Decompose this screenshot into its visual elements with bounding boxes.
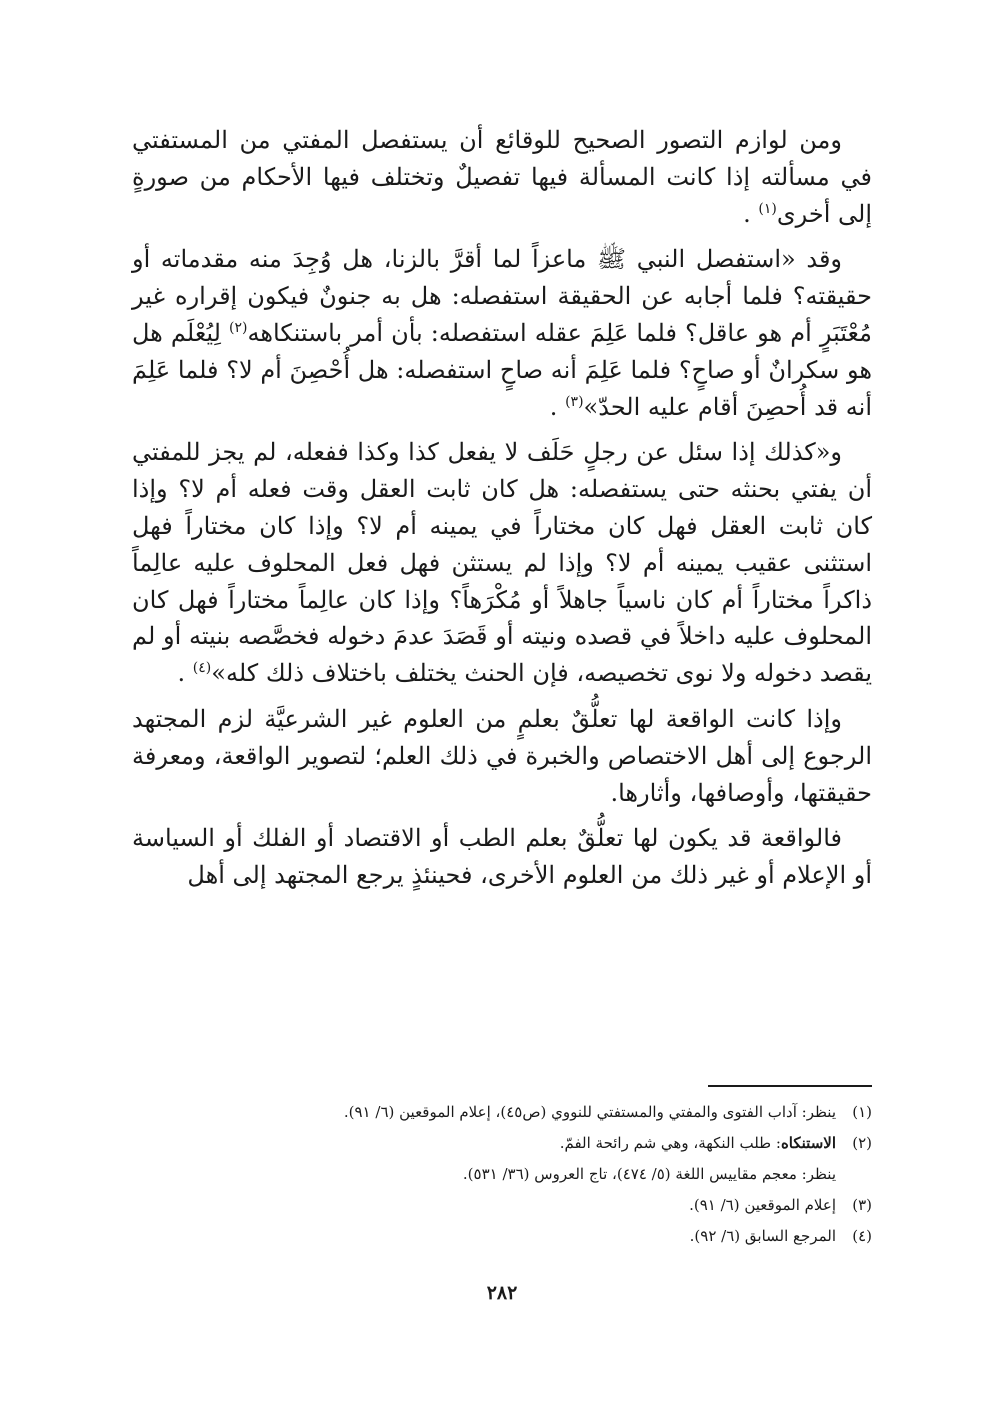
footnote [150, 1128, 872, 1159]
paragraph-text-continued: لِيُعْلَم هل هو سكرانٌ أو صاحٍ؟ فلما عَلِمَ أنه صاحٍ استفصله: هل أُحْصِنَ أم لا؟ فلما عَلِمَ أنه قد أُحصِنَ أقام عليه الحدّ» [132, 318, 872, 421]
paragraph [132, 241, 872, 425]
paragraph-text: وإذا كانت الواقعة لها تعلُّقٌ بعلمٍ من العلوم غير الشرعيَّة لزم المجتهد الرجوع إلى أهل الاختصاص والخبرة في ذلك العلم؛ لتصوير الواقعة، ومعرفة حقيقتها، وأوصافها، وأثارها. [132, 704, 872, 807]
footnote-text: ينظر: آداب الفتوى والمفتي والمستفتي للنووي (ص٤٥)، إعلام الموقعين (٦/ ٩١). [343, 1103, 836, 1121]
footnote-number: (١) [852, 1103, 872, 1121]
footnote-ref: (١) [758, 200, 777, 217]
footnotes [150, 1097, 872, 1252]
footnote-number: (٢) [852, 1134, 872, 1152]
footnote-text: : طلب النكهة، وهي شم رائحة الفمّ. [559, 1134, 781, 1152]
paragraph-text: فالواقعة قد يكون لها تعلُّقٌ بعلم الطب أو الاقتصاد أو الفلك أو السياسة أو الإعلام أو غير ذلك من العلوم الأخرى، فحينئذٍ يرجع المجتهد إلى أهل [132, 824, 872, 890]
footnote-ref: (٣) [565, 393, 584, 410]
paragraph-text: وقد «استفصل النبي ﷺ ماعزاً لما أقرَّ بالزنا، هل وُجِدَ منه مقدماته أو حقيقته؟ فلما أجابه عن الحقيقة استفصله: هل به جنونٌ فيكون إقراره غير مُعْتَبَرٍ أم هو عاقل؟ فلما عَلِمَ عقله استفصله: بأن أمر باستنكاهه [132, 245, 872, 347]
footnote-ref: (٢) [229, 319, 248, 336]
footnote-term: الاستنكاه [780, 1134, 836, 1152]
paragraph [132, 820, 872, 894]
footnote [150, 1097, 872, 1128]
footnote [150, 1221, 872, 1252]
paragraph-text: ومن لوازم التصور الصحيح للوقائع أن يستفصل المفتي من المستفتي في مسألته إذا كانت المسألة فيها تفصيلٌ وتختلف فيها الأحكام من صورةٍ إلى أخرى [132, 126, 872, 228]
paragraph [132, 701, 872, 811]
footnote-continuation [150, 1159, 872, 1190]
footnote-text: ينظر: معجم مقاييس اللغة (٥/ ٤٧٤)، تاج العروس (٣٦/ ٥٣١). [462, 1165, 836, 1183]
footnote-separator [708, 1085, 872, 1087]
paragraph-tail: . [177, 659, 186, 688]
paragraph [132, 122, 872, 232]
footnote-ref: (٤) [192, 660, 212, 677]
footnote [150, 1190, 872, 1221]
footnote-number: (٤) [852, 1227, 872, 1245]
paragraph-tail: . [743, 199, 751, 228]
footnote-text: المرجع السابق (٦/ ٩٢). [689, 1227, 836, 1245]
footnote-number: (٣) [852, 1196, 872, 1214]
paragraph [132, 434, 872, 692]
paragraph-tail: . [549, 392, 558, 421]
paragraph-text: و«كذلك إذا سئل عن رجلٍ حَلَف لا يفعل كذا وكذا ففعله، لم يجز للمفتي أن يفتي بحنثه حتى يستفصله: هل كان ثابت العقل وقت فعله أم لا؟ وإذا كان ثابت العقل فهل كان مختاراً في يمينه أم لا؟ وإذا كان مختاراً فهل استثنى عقيب يمينه أم لا؟ وإذا لم يستثن فهل فعل المحلوف عليه عالِماً ذاكراً مختاراً أم كان ناسياً جاهلاً أو مُكْرَهاً؟ وإذا كان عالِماً مختاراً فهل كان المحلوف عليه داخلاً في قصده ونيته أو قَصَدَ عدمَ دخوله فخصَّصه بنيته أو لم يقصد دخوله ولا نوى تخصيصه، فإن الحنث يختلف باختلاف ذلك كله» [132, 438, 873, 688]
main-text [132, 122, 872, 903]
page-number: ٢٨٢ [486, 1282, 518, 1304]
footnote-body [150, 1128, 836, 1159]
footnote-text: إعلام الموقعين (٦/ ٩١). [689, 1196, 836, 1214]
